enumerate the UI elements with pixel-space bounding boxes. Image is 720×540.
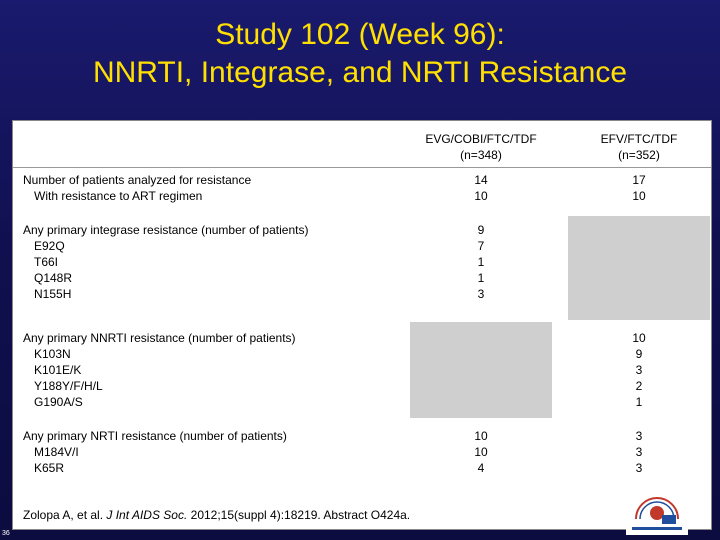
- nnrti-item-label: G190A/S: [34, 395, 83, 409]
- citation-journal: J Int AIDS Soc.: [106, 508, 188, 522]
- integrase-item-label: Q148R: [34, 271, 73, 285]
- column-header-evg: [410, 131, 552, 163]
- slide-number: 36: [2, 530, 10, 537]
- nnrti-total-value: 10: [632, 331, 646, 345]
- cell-evg-integrase: [410, 222, 552, 302]
- cell-evg-analyzed-value: 14: [474, 173, 488, 187]
- conference-logo-icon: [626, 489, 688, 535]
- column-header-efv-name: EFV/FTC/TDF: [600, 132, 678, 146]
- nrti-total-value: 3: [635, 429, 643, 443]
- integrase-item-value: 1: [477, 255, 485, 269]
- cell-evg-nnrti-shaded: [410, 322, 552, 418]
- nnrti-item-value: 9: [635, 347, 643, 361]
- nrti-item-value: 3: [635, 445, 643, 459]
- cell-efv-nnrti: [568, 330, 710, 410]
- column-header-evg-n: (n=348): [460, 148, 502, 162]
- resistance-table: [12, 120, 712, 530]
- nrti-item-value: 10: [474, 445, 488, 459]
- nnrti-item-value: 1: [635, 395, 643, 409]
- nnrti-item-label: K103N: [34, 347, 71, 361]
- citation-details: 2012;15(suppl 4):18219. Abstract O424a.: [187, 508, 411, 522]
- nnrti-item-value: 2: [635, 379, 643, 393]
- row-label-integrase: [23, 222, 308, 302]
- cell-efv-nrti: [568, 428, 710, 476]
- slide-title: [0, 16, 720, 92]
- integrase-total-value: 9: [477, 223, 485, 237]
- header-divider: [13, 167, 711, 168]
- row-label-with-resistance: With resistance to ART regimen: [34, 189, 203, 203]
- integrase-item-value: 1: [477, 271, 485, 285]
- integrase-item-label: T66I: [34, 255, 59, 269]
- cell-evg-analyzed: [410, 172, 552, 204]
- column-header-evg-name: EVG/COBI/FTC/TDF: [425, 132, 537, 146]
- nrti-total-value: 10: [474, 429, 488, 443]
- nrti-item-label: K65R: [34, 461, 65, 475]
- row-label-analyzed-text: Number of patients analyzed for resistance: [23, 173, 252, 187]
- column-header-efv-n: (n=352): [618, 148, 660, 162]
- integrase-item-label: N155H: [34, 287, 72, 301]
- cell-efv-integrase-shaded: [568, 216, 710, 320]
- cell-efv-analyzed-value: 17: [632, 173, 646, 187]
- row-label-nrti: [23, 428, 287, 476]
- row-label-nnrti: [23, 330, 296, 410]
- nnrti-heading: Any primary NNRTI resistance (number of patients): [23, 331, 296, 345]
- integrase-item-value: 3: [477, 287, 485, 301]
- integrase-heading: Any primary integrase resistance (number of patients): [23, 223, 309, 237]
- column-header-efv: [568, 131, 710, 163]
- citation-authors: Zolopa A, et al.: [23, 508, 107, 522]
- cell-evg-nrti: [410, 428, 552, 476]
- nnrti-item-label: K101E/K: [34, 363, 82, 377]
- nrti-item-value: 3: [635, 461, 643, 475]
- integrase-item-value: 7: [477, 239, 485, 253]
- nnrti-item-value: 3: [635, 363, 643, 377]
- cell-efv-with-resistance-value: 10: [632, 189, 646, 203]
- nrti-item-label: M184V/I: [34, 445, 79, 459]
- integrase-item-label: E92Q: [34, 239, 65, 253]
- citation: [23, 508, 410, 522]
- title-line-1: Study 102 (Week 96):: [215, 18, 505, 51]
- row-label-analyzed: [23, 172, 251, 204]
- nrti-item-value: 4: [477, 461, 485, 475]
- nnrti-item-label: Y188Y/F/H/L: [34, 379, 103, 393]
- title-line-2: NNRTI, Integrase, and NRTI Resistance: [92, 56, 628, 89]
- nrti-heading: Any primary NRTI resistance (number of patients): [23, 429, 287, 443]
- cell-efv-analyzed: [568, 172, 710, 204]
- cell-evg-with-resistance-value: 10: [474, 189, 488, 203]
